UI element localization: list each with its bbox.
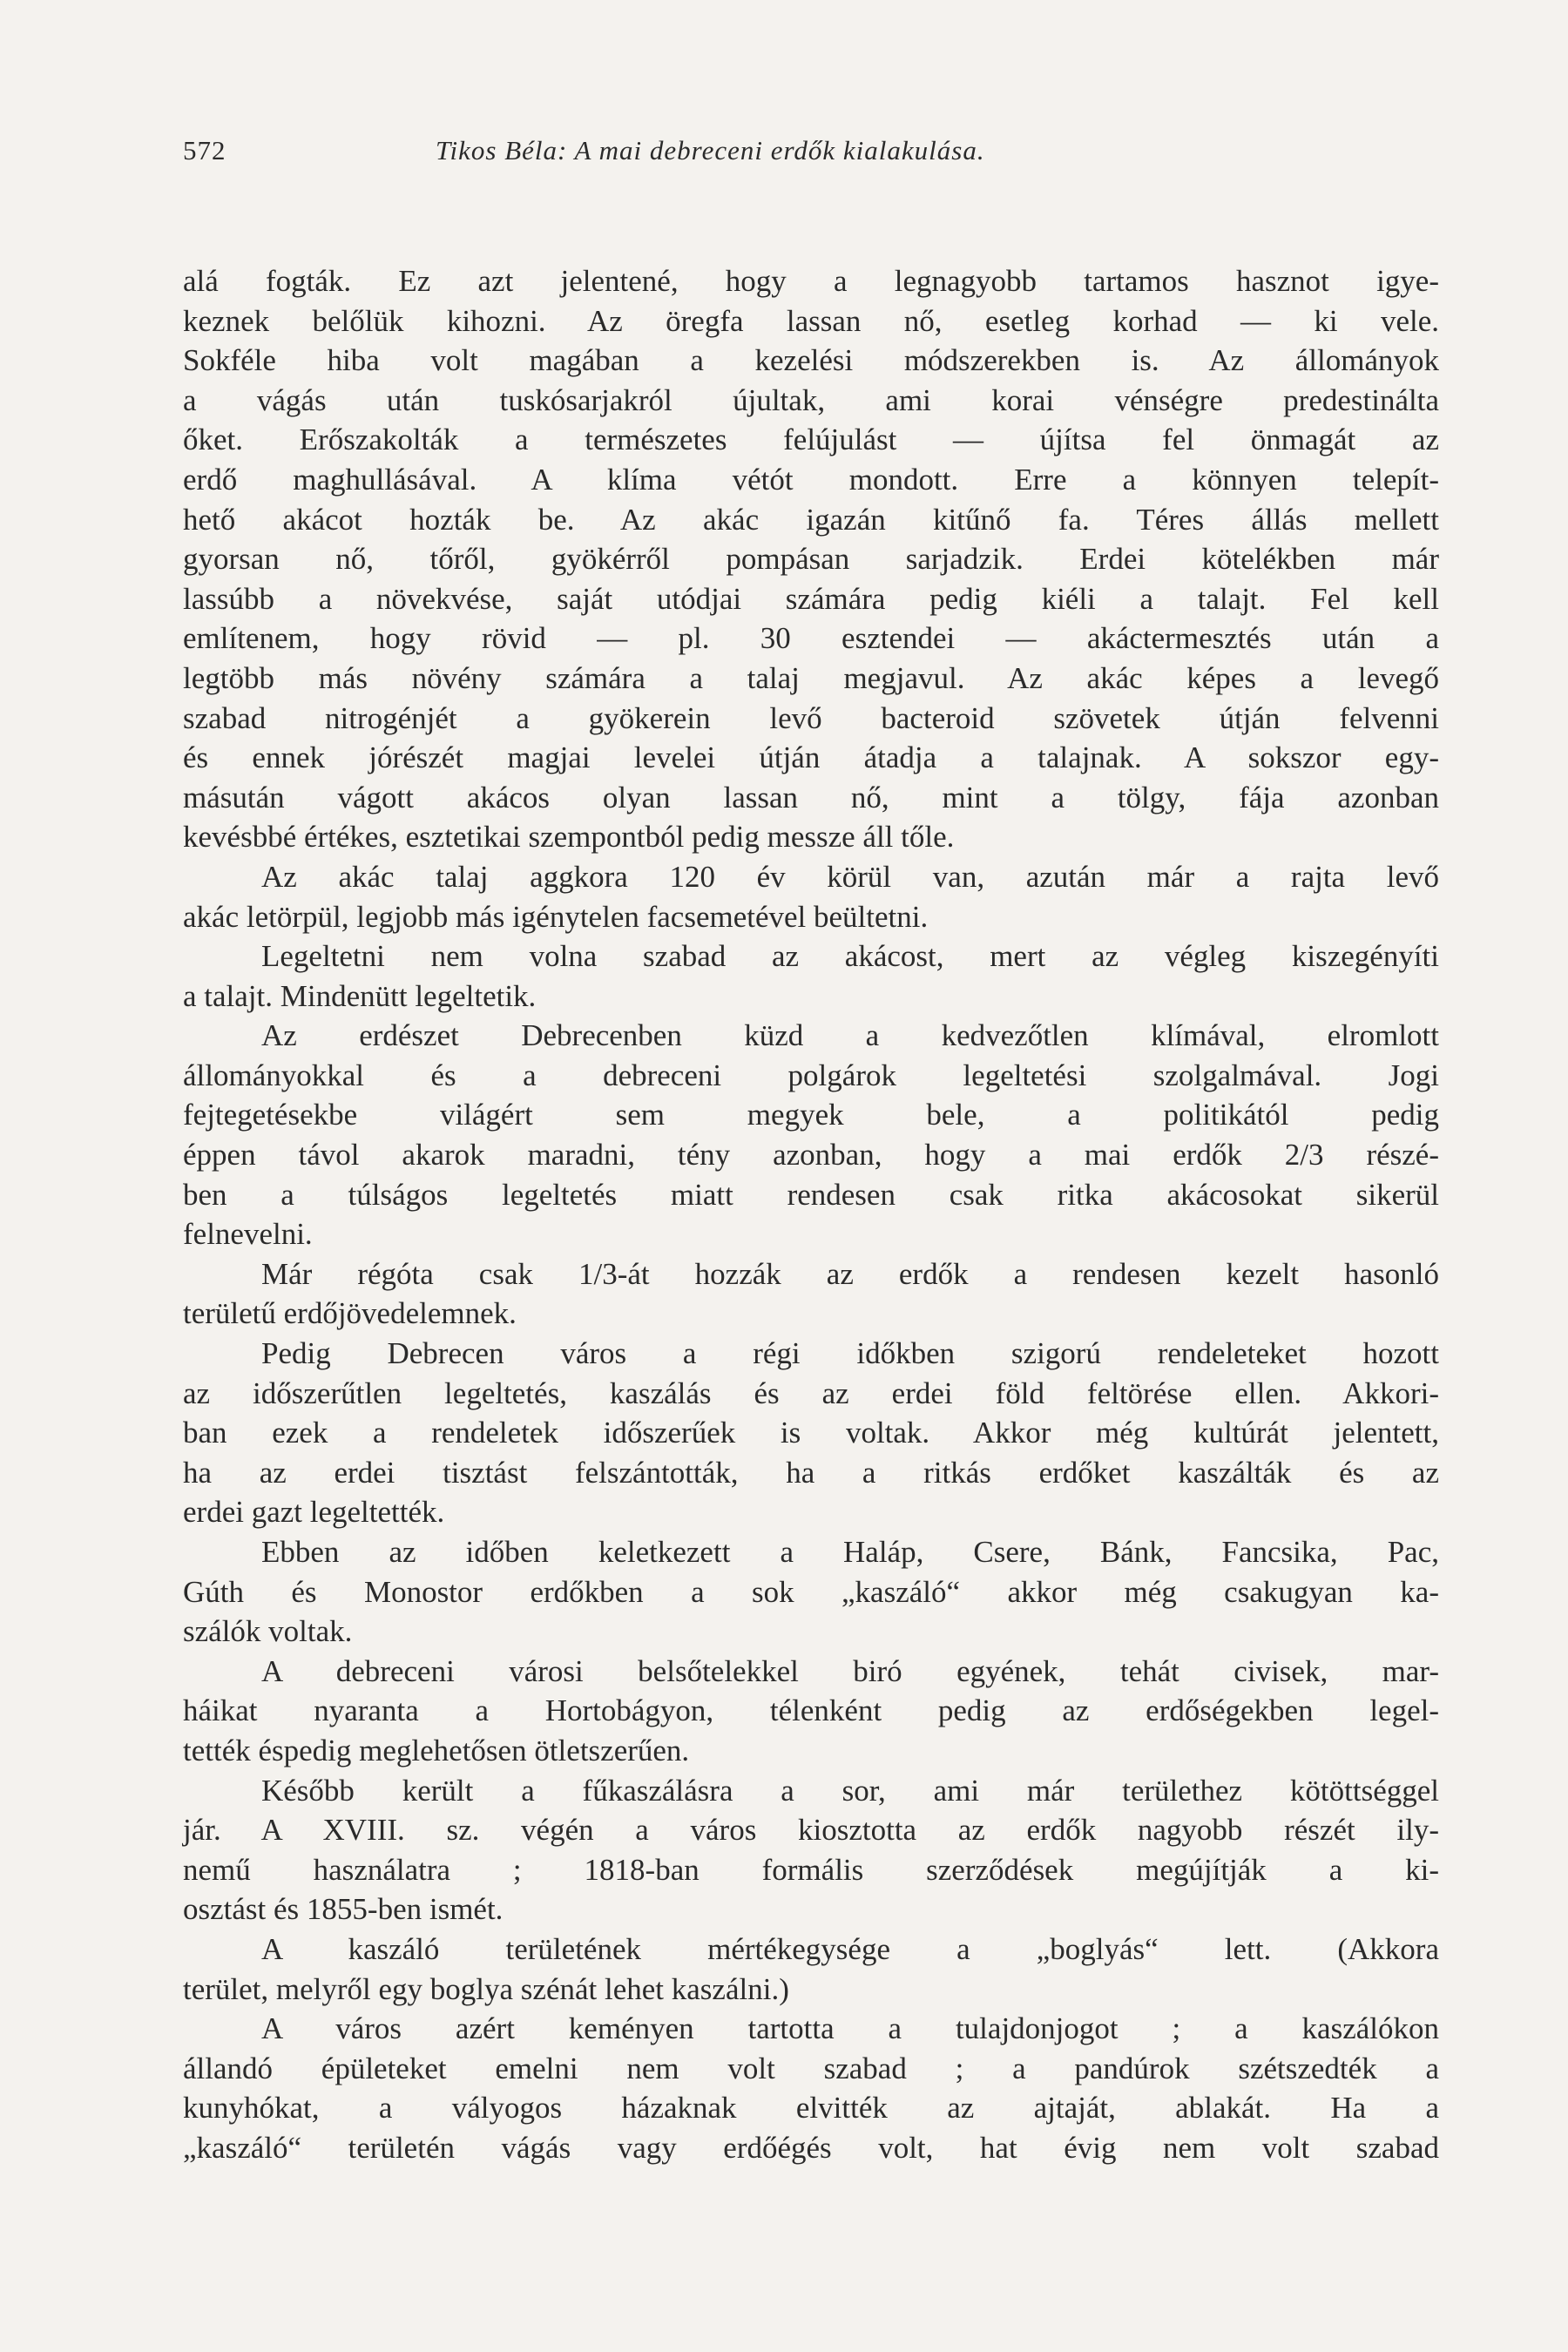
text-line: Gúth és Monostor erdőkben a sok „kaszáló“ akkor még csakugyan ka- [183, 1574, 1439, 1609]
text-line: a talajt. Mindenütt legeltetik. [183, 978, 537, 1013]
text-line: a vágás után tuskósarjakról újultak, ami korai vénségre predestinálta [183, 382, 1439, 417]
text-line: ban ezek a rendeletek időszerűek is voltak. Akkor még kultúrát jelentett, [183, 1416, 1439, 1450]
text-line: területű erdőjövedelemnek. [183, 1296, 517, 1331]
text-line: másután vágott akácos olyan lassan nő, mint a tölgy, fája azonban [183, 780, 1439, 814]
body-text [183, 261, 1439, 2168]
text-line: Már régóta csak 1/3-át hozzák az erdők a rendesen kezelt hasonló [261, 1256, 1439, 1291]
text-line: említenem, hogy rövid — pl. 30 esztendei — akáctermesztés után a [183, 621, 1439, 656]
text-line: Sokféle hiba volt magában a kezelési módszerekben is. Az állományok [183, 343, 1439, 378]
text-line: szabad nitrogénjét a gyökerein levő bacteroid szövetek útján felvenni [183, 700, 1439, 735]
text-line: éppen távol akarok maradni, tény azonban, hogy a mai erdők 2/3 részé- [183, 1138, 1439, 1173]
text-line: kunyhókat, a vályogos házaknak elvitték az ajtaját, ablakát. Ha a [183, 2091, 1439, 2126]
text-line: őket. Erőszakolták a természetes felújulást — újítsa fel önmagát az [183, 422, 1439, 457]
text-line: nemű használatra ; 1818-ban formális szerződések megújítják a ki- [183, 1852, 1439, 1887]
text-line: az időszerűtlen legeltetés, kaszálás és az erdei föld feltörése ellen. Akkori- [183, 1375, 1439, 1410]
text-line: Legeltetni nem volna szabad az akácost, mert az végleg kiszegényíti [261, 939, 1439, 974]
text-line: Pedig Debrecen város a régi időkben szigorú rendeleteket hozott [261, 1336, 1439, 1371]
text-line: kevésbbé értékes, esztetikai szempontból pedig messze áll tőle. [183, 820, 955, 855]
text-line: keznek belőlük kihozni. Az öregfa lassan nő, esetleg korhad — ki vele. [183, 303, 1439, 338]
text-line: fejtegetésekbe világért sem megyek bele, a politikától pedig [183, 1098, 1439, 1132]
text-line: erdő maghullásával. A klíma vétót mondott. Erre a könnyen telepít- [183, 462, 1439, 497]
text-line: alá fogták. Ez azt jelentené, hogy a legnagyobb tartamos hasznot igye- [183, 264, 1439, 298]
text-line: A kaszáló területének mértékegysége a „boglyás“ lett. (Akkora [261, 1931, 1439, 1966]
text-line: tették éspedig meglehetősen ötletszerűen. [183, 1733, 690, 1767]
text-line: erdei gazt legeltették. [183, 1495, 445, 1530]
text-line: A város azért keményen tartotta a tulajdonjogot ; a kaszálókon [261, 2011, 1439, 2046]
text-line: akác letörpül, legjobb más igénytelen facsemetével beültetni. [183, 899, 929, 934]
text-line: háikat nyaranta a Hortobágyon, télenként pedig az erdőségekben legel- [183, 1693, 1439, 1728]
text-line: állandó épületeket emelni nem volt szabad ; a pandúrok szétszedték a [183, 2051, 1439, 2085]
text-line: osztást és 1855-ben ismét. [183, 1892, 504, 1927]
text-line: Később került a fűkaszálásra a sor, ami már területhez kötöttséggel [261, 1773, 1439, 1808]
text-line: A debreceni városi belsőtelekkel biró egyének, tehát civisek, mar- [261, 1653, 1439, 1688]
text-line: Ebben az időben keletkezett a Haláp, Csere, Bánk, Fancsika, Pac, [261, 1535, 1439, 1569]
page-header [183, 135, 1446, 170]
page-number: 572 [183, 135, 226, 166]
running-title: Tikos Béla: A mai debreceni erdők kialakulása. [436, 135, 985, 166]
text-line: jár. A XVIII. sz. végén a város kiosztotta az erdők nagyobb részét ily- [183, 1813, 1439, 1848]
text-line: állományokkal és a debreceni polgárok legeltetési szolgalmával. Jogi [183, 1058, 1439, 1092]
text-line: szálók voltak. [183, 1614, 353, 1649]
text-line: lassúbb a növekvése, saját utódjai számára pedig kiéli a talajt. Fel kell [183, 581, 1439, 616]
text-line: ben a túlságos legeltetés miatt rendesen csak ritka akácosokat sikerül [183, 1177, 1439, 1212]
text-line: hető akácot hozták be. Az akác igazán kitűnő fa. Téres állás mellett [183, 502, 1439, 537]
text-line: „kaszáló“ területén vágás vagy erdőégés volt, hat évig nem volt szabad [183, 2130, 1439, 2165]
text-line: Az akác talaj aggkora 120 év körül van, azután már a rajta levő [261, 859, 1439, 894]
text-line: ha az erdei tisztást felszántották, ha a ritkás erdőket kaszálták és az [183, 1455, 1439, 1490]
text-line: legtöbb más növény számára a talaj megjavul. Az akác képes a levegő [183, 660, 1439, 695]
text-line: terület, melyről egy boglya szénát lehet kaszálni.) [183, 1971, 789, 2006]
text-line: és ennek jórészét magjai levelei útján átadja a talajnak. A sokszor egy- [183, 740, 1439, 775]
text-line: Az erdészet Debrecenben küzd a kedvezőtlen klímával, elromlott [261, 1018, 1439, 1053]
text-line: gyorsan nő, tőről, gyökérről pompásan sarjadzik. Erdei kötelékben már [183, 542, 1439, 577]
text-line: felnevelni. [183, 1217, 313, 1252]
